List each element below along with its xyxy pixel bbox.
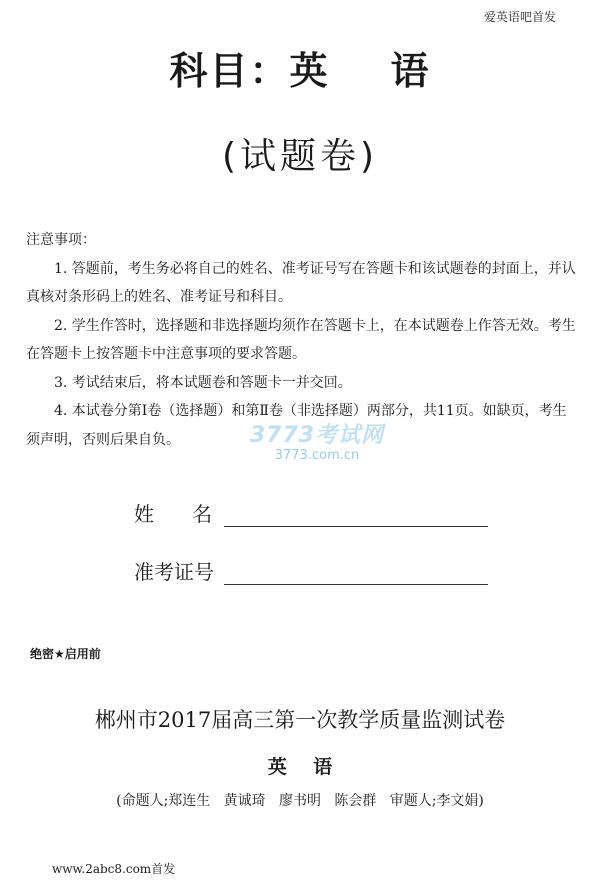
authors-line: (命题人;郑连生 黄诚琦 廖书明 陈会群 审题人;李文娟) [116,793,484,809]
exam-number-field-line [224,558,488,585]
notes-section [26,226,578,454]
subject-title: 科目：英 语 [169,49,431,93]
watermark-url: 3773.com.cn [274,448,360,463]
exam-number-field-label: 准考证号 [134,560,214,584]
note-item: 3. 考试结束后，将本试题卷和答题卡一并交回。 [54,374,352,391]
note-item: 2. 学生作答时，选择题和非选择题均须作在答题卡上，在本试题卷上作答无效。考生在答题卡上按答题卡中注意事项的要求答题。 [26,317,576,362]
corner-note: 爱英语吧首发 [483,10,556,24]
secret-label: 绝密★启用前 [30,647,101,661]
exam-title: 郴州市2017届高三第一次教学质量监测试卷 [94,708,506,732]
notes-heading: 注意事项： [26,232,96,248]
name-field-label: 姓 名 [134,502,213,526]
exam-subject: 英 语 [267,756,333,778]
note-item: 1. 答题前，考生务必将自己的姓名、准考证号写在答题卡和该试题卷的封面上，并认真核对条形码上的姓名、准考证号和科目。 [26,260,576,305]
paper-type-title: (试题卷) [221,136,379,177]
name-field [134,498,488,527]
name-field-line [224,500,488,527]
watermark-logo: 3773考试网 [249,423,385,448]
note-item: 4. 本试卷分第Ⅰ卷（选择题）和第Ⅱ卷（非选择题）两部分，共11页。如缺页，考生须声明，否则后果自负。 [26,403,567,448]
footer-note: www.2abc8.com首发 [52,862,176,876]
exam-number-field [134,556,488,585]
